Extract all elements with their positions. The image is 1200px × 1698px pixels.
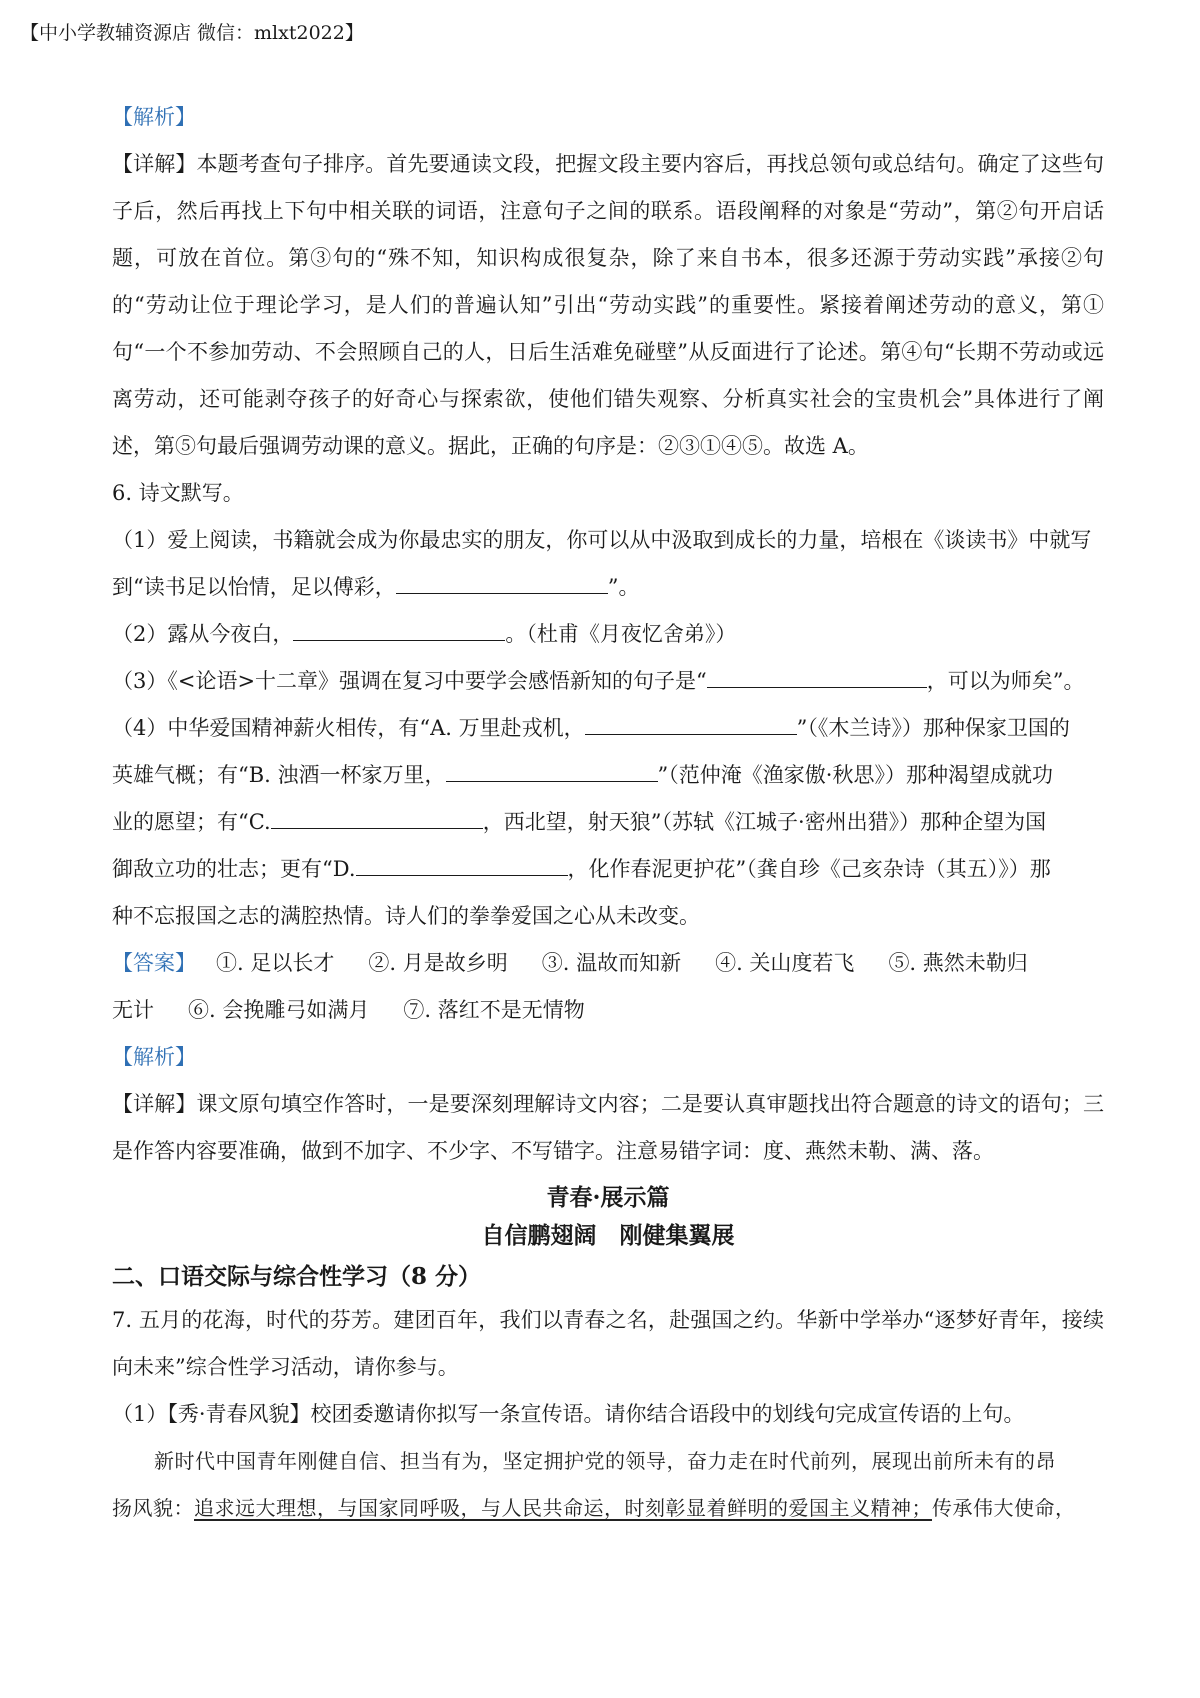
answer-item: ①. 足以长才 (216, 951, 335, 975)
q6-item4-tail: ，化作春泥更护花”（龚自珍《己亥杂诗（其五）》）那 (567, 857, 1051, 881)
answer-item: ③. 温故而知新 (541, 951, 682, 975)
q6-item1-tail: ”。 (607, 575, 640, 599)
q6-item1-line2 (112, 564, 1104, 611)
answer-blank (293, 620, 505, 641)
answer-item: ⑤. 燕然未勒归 (888, 951, 1028, 975)
q6-item4-tail: ”（《木兰诗》）那种保家卫国的 (796, 716, 1070, 740)
section-subtitle: 自信鹏翅阔 刚健集翼展 (481, 1222, 735, 1249)
passage-text: 传承伟大使命， (932, 1496, 1076, 1520)
q6-item1-line1: （1）爱上阅读，书籍就会成为你最忠实的朋友，你可以从中汲取到成长的力量，培根在《谈读书》中就写 (112, 528, 1092, 552)
watermark: 【中小学教辅资源店 微信：mlxt2022】 (20, 22, 364, 44)
q7-passage-line2 (112, 1485, 1104, 1532)
answer-blank (585, 714, 797, 735)
q6-item4-text: 业的愿望；有“C. (112, 810, 271, 834)
answer-line1 (112, 940, 1104, 987)
document-content (112, 94, 1104, 1532)
q6-detail (112, 1081, 1104, 1175)
q6-item4-line4 (112, 846, 1104, 893)
detail-label: 【详解】 (112, 1092, 197, 1116)
q6-item4-line1 (112, 705, 1104, 752)
answer-label: 【答案】 (112, 951, 196, 975)
q6-item3-text: （3）《<论语>十二章》强调在复习中要学会感悟新知的句子是“ (112, 669, 707, 693)
answer-blank (707, 667, 927, 688)
q7-item1: （1）【秀·青春风貌】校团委邀请你拟写一条宣传语。请你结合语段中的划线句完成宣传语的上句。 (112, 1402, 1025, 1426)
answer-line2 (112, 987, 1104, 1034)
q6-item2-text: （2）露从今夜白， (112, 622, 294, 646)
section-title: 青春·展示篇 (546, 1184, 670, 1211)
q6-item4-tail: ，西北望，射天狼”（苏轼《江城子·密州出猎》）那种企望为国 (482, 810, 1047, 834)
answer-item: ⑦. 落红不是无情物 (403, 998, 585, 1022)
q6-item3 (112, 658, 1104, 705)
answer-blank (356, 855, 568, 876)
q6-item4-text: 英雄气概；有“B. 浊酒一杯家万里， (112, 763, 446, 787)
q7-passage-line1: 新时代中国青年刚健自信、担当有为，坚定拥护党的领导，奋力走在时代前列，展现出前所未有的昂 (154, 1449, 1056, 1473)
q7-stem: 7. 五月的花海，时代的芬芳。建团百年，我们以青春之名，赴强国之约。华新中学举办“逐梦好青年，接续向未来”综合性学习活动，请你参与。 (112, 1308, 1104, 1379)
detail-text: 本题考查句子排序。首先要通读文段，把握文段主要内容后，再找总领句或总结句。确定了这些句子后，然后再找上下句中相关联的词语，注意句子之间的联系。语段阐释的对象是“劳动”，第②句开启话题，可放在首位。第③句的“殊不知，知识构成很复杂，除了来自书本，很多还源于劳动实践”承接②句的“劳动让位于理论学习，是人们的普遍认知”引出“劳动实践”的重要性。紧接着阐述劳动的意义，第①句“一个不参加劳动、不会照顾自己的人，日后生活难免碰壁”从反面进行了论述。第④句“长期不劳动或远离劳动，还可能剥夺孩子的好奇心与探索欲，使他们错失观察、分析真实社会的宝贵机会”具体进行了阐述，第⑤句最后强调劳动课的意义。据此，正确的句序是：②③①④⑤。故选 A。 (112, 152, 1104, 458)
answer-item: 无计 (112, 998, 154, 1022)
q6-item2 (112, 611, 1104, 658)
answer-blank (396, 573, 608, 594)
q6-item1-text: 到“读书足以怡情，足以傅彩， (112, 575, 396, 599)
q6-item4-line5: 种不忘报国之志的满腔热情。诗人们的拳拳爱国之心从未改变。 (112, 904, 700, 928)
section-heading: 二、口语交际与综合性学习（8 分） (112, 1263, 482, 1290)
q6-item4-line3 (112, 799, 1104, 846)
analysis-label: 【解析】 (112, 105, 196, 129)
q6-item3-tail: ，可以为师矣”。 (926, 669, 1085, 693)
q6-item2-tail: 。（杜甫《月夜忆舍弟》） (505, 622, 737, 646)
analysis-label: 【解析】 (112, 1045, 196, 1069)
q6-item4-line2 (112, 752, 1104, 799)
q6-item4-text: （4）中华爱国精神薪火相传，有“A. 万里赴戎机， (112, 716, 585, 740)
detail-text: 课文原句填空作答时，一是要深刻理解诗文内容；二是要认真审题找出符合题意的诗文的语句；三是作答内容要准确，做到不加字、不少字、不写错字。注意易错字词：度、燕然未勒、满、落。 (112, 1092, 1104, 1163)
detail-label: 【详解】 (112, 152, 197, 176)
q5-detail (112, 141, 1104, 470)
answer-item: ④. 关山度若飞 (715, 951, 855, 975)
answer-item: ②. 月是故乡明 (368, 951, 508, 975)
underlined-sentence: 追求远大理想，与国家同呼吸，与人民共命运，时刻彰显着鲜明的爱国主义精神； (194, 1496, 932, 1520)
passage-text: 扬风貌： (112, 1496, 194, 1520)
answer-blank (271, 808, 483, 829)
q6-item4-tail: ”（范仲淹《渔家傲·秋思》）那种渴望成就功 (657, 763, 1053, 787)
q6-title: 6. 诗文默写。 (112, 481, 244, 505)
answer-item: ⑥. 会挽雕弓如满月 (188, 998, 370, 1022)
q6-item4-text: 御敌立功的壮志；更有“D. (112, 857, 356, 881)
answer-blank (446, 761, 658, 782)
